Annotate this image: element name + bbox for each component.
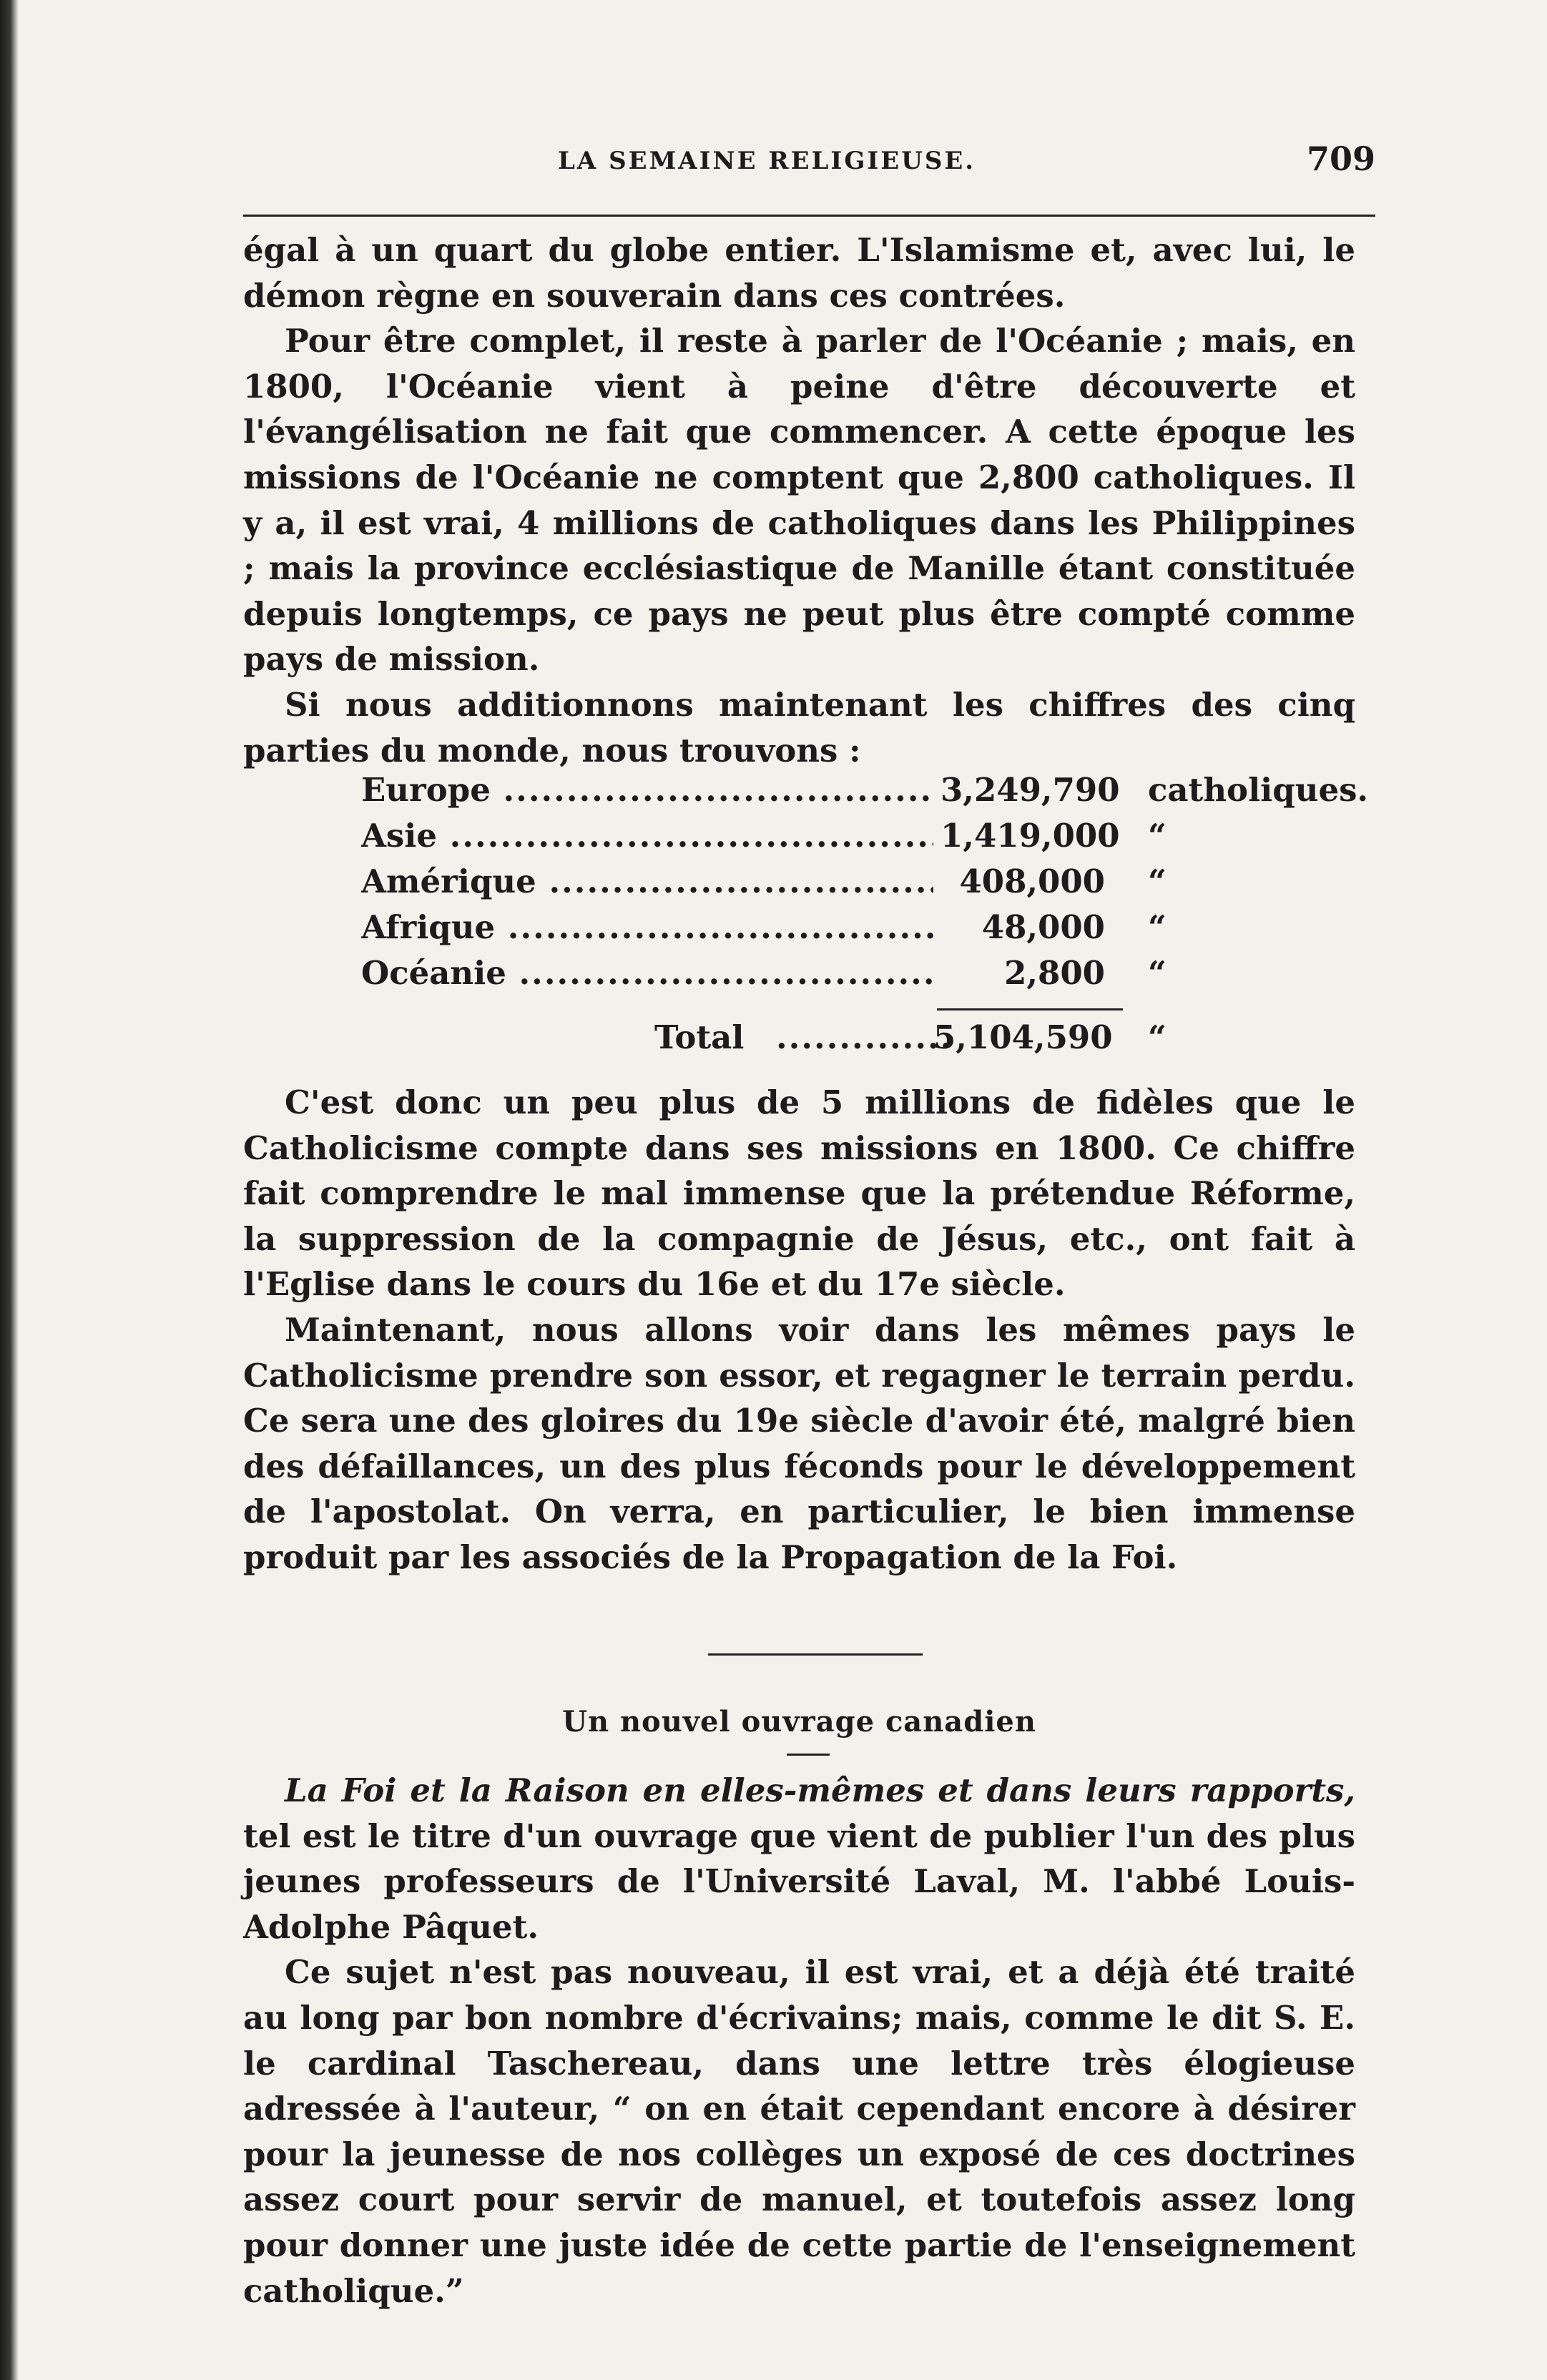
section-title: Un nouvel ouvrage canadien [562,1705,1036,1739]
total-label: Total [654,1018,745,1056]
body-text-part3 [243,1768,1355,2313]
total-rule [937,1008,1123,1010]
row-label: Océanie ..... [361,954,933,992]
row-label: Afrique ..... [361,908,933,946]
page-number: 709 [1306,139,1375,178]
total-unit: “ [1148,1018,1167,1056]
total-leader-dots: .............. [776,1018,953,1056]
table-row [361,862,1355,908]
section-title-underline [787,1754,830,1756]
section-separator-rule [708,1653,923,1656]
row-value: 2,800 [933,954,1105,992]
body-text-part2 [243,1080,1355,1580]
table-row [361,954,1355,1000]
page-header [243,139,1375,190]
row-value: 48,000 [933,908,1105,946]
row-unit: “ [1148,817,1167,855]
body-text-part1 [243,227,1355,773]
paragraph: Ce sujet n'est pas nouveau, il est vrai, et a déjà été traité au long par bon nombre d'écrivains; mais, comme le dit S. E. le cardinal Taschereau, dans une lettre très élogieuse adressée à l'auteur, “ on en était cependant encore à désirer pour la jeunesse de nos collèges un exposé de ces doctrines assez court pour servir de manuel, et toutefois assez long pour donner une juste idée de cette partie de l'enseignement catholique.” [243,1953,1355,2310]
row-label: Asie ..... [361,817,933,855]
table-row [361,908,1355,954]
row-label: Europe ..... [361,771,933,809]
row-value: 3,249,790 [933,771,1105,809]
row-unit: “ [1148,954,1167,992]
table-row [361,817,1355,862]
paragraph: égal à un quart du globe entier. L'Islamisme et, avec lui, le démon règne en souverain dans ces contrées. [243,231,1355,315]
total-value: 5,104,590 [933,1018,1113,1056]
row-value: 1,419,000 [933,817,1105,855]
table-row [361,771,1369,817]
running-title: LA SEMAINE RELIGIEUSE. [558,147,976,175]
paragraph [243,1768,1355,1949]
paragraph: Si nous additionnons maintenant les chiffres des cinq parties du monde, nous trouvons : [243,685,1355,769]
intro-rest: tel est le titre d'un ouvrage que vient de publier l'un des plus jeunes professeurs de l'Université Laval, M. l'abbé Louis-Adolphe Pâquet. [243,1816,1355,1946]
paragraph: Maintenant, nous allons voir dans les mêmes pays le Catholicisme prendre son essor, et regagner le terrain perdu. Ce sera une des gloires du 19e siècle d'avoir été, malgré bien des défaillances, un des plus féconds pour le développement de l'apostolat. On verra, en particulier, le bien immense produit par les associés de la Propagation de la Foi. [243,1310,1355,1576]
book-title: La Foi et la Raison en elles-mêmes et dans leurs rapports, [285,1771,1355,1809]
row-label: Amérique ..... [361,862,933,900]
header-rule [243,215,1375,217]
paragraph: C'est donc un peu plus de 5 millions de fidèles que le Catholicisme compte dans ses missions en 1800. Ce chiffre fait comprendre le mal immense que la prétendue Réforme, la suppression de la compagnie de Jésus, etc., ont fait à l'Eglise dans le cours du 16e et du 17e siècle. [243,1083,1355,1304]
row-value: 408,000 [933,862,1105,900]
paragraph: Pour être complet, il reste à parler de l'Océanie ; mais, en 1800, l'Océanie vient à peine d'être découverte et l'évangélisation ne fait que commencer. A cette époque les missions de l'Océanie ne comptent que 2,800 catholiques. Il y a, il est vrai, 4 millions de catholiques dans les Philippines ; mais la province ecclésiastique de Manille étant constituée depuis longtemps, ce pays ne peut plus être compté comme pays de mission. [243,322,1355,679]
catholics-table [361,771,1369,1000]
page-binding-shadow [0,0,19,2380]
row-unit: “ [1148,862,1167,900]
row-unit: “ [1148,908,1167,946]
row-unit: catholiques. [1148,771,1369,809]
total-row [654,1018,1355,1064]
